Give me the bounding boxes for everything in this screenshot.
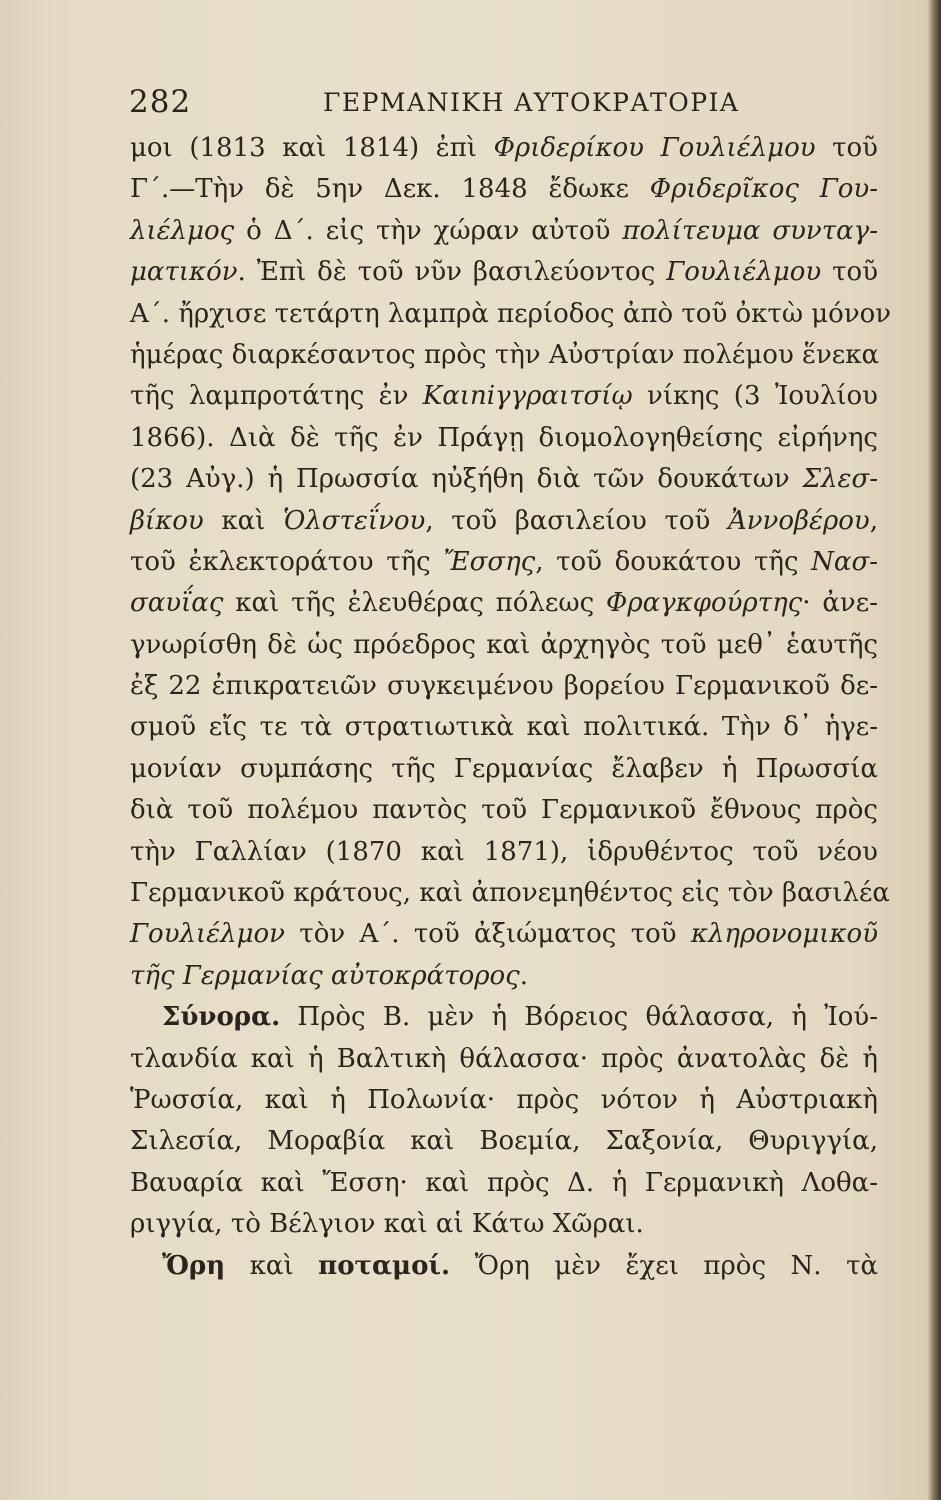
text-segment: Ὁλστεΐνου bbox=[282, 505, 426, 536]
text-line bbox=[130, 914, 878, 955]
text-segment: Σιλεσία, Μοραβία καὶ Βοεμία, Σαξονία, Θυριγγία, bbox=[130, 1126, 878, 1157]
text-segment: τὸν Α΄. τοῦ ἀξιώματος τοῦ bbox=[284, 919, 691, 950]
text-segment: Φριδερῖκος Γου- bbox=[649, 174, 878, 205]
text-line bbox=[130, 1121, 878, 1162]
text-line bbox=[130, 625, 878, 666]
text-segment: Ῥωσσία, καὶ ἡ Πολωνία· πρὸς νότον ἡ Αὐστριακὴ bbox=[130, 1084, 878, 1115]
text-line bbox=[130, 211, 878, 252]
text-segment: τοῦ bbox=[821, 257, 879, 288]
text-segment: ὁ Δ΄. εἰς τὴν χώραν αὐτοῦ bbox=[234, 215, 623, 246]
text-line bbox=[130, 1246, 878, 1287]
text-line bbox=[130, 749, 878, 790]
text-line bbox=[130, 832, 878, 873]
text-segment: Ἔσσης bbox=[443, 546, 536, 577]
text-segment: κληρονομικοῦ bbox=[690, 919, 878, 950]
text-segment: Α΄. ἤρχισε τετάρτη λαμπρὰ περίοδος ἀπὸ τοῦ ὀκτὼ μόνον bbox=[130, 298, 892, 329]
text-segment: (23 Αὐγ.) ἡ Πρωσσία ηὐξήθη διὰ τῶν δουκάτων bbox=[130, 464, 803, 495]
text-segment: Σλεσ- bbox=[802, 464, 878, 495]
text-segment: καὶ bbox=[225, 1250, 319, 1281]
text-segment: ριγγία, τὸ Βέλγιον καὶ αἱ Κάτω Χῶραι. bbox=[130, 1209, 644, 1240]
page-header bbox=[125, 84, 880, 124]
text-segment: σμοῦ εἴς τε τὰ στρατιωτικὰ καὶ πολιτικά. Τὴν δ᾽ ἡγε- bbox=[130, 712, 878, 743]
text-line bbox=[130, 707, 878, 748]
text-segment: ματικόν bbox=[130, 257, 238, 288]
text-segment: Ἀννοβέρου bbox=[727, 505, 870, 536]
text-segment: πολίτευμα συνταγ- bbox=[622, 215, 878, 246]
text-segment: Νασ- bbox=[811, 546, 878, 577]
text-line bbox=[130, 1163, 878, 1204]
text-segment: ἐξ 22 ἐπικρατειῶν συγκειμένου βορείου Γερμανικοῦ δε- bbox=[130, 671, 878, 702]
text-segment: , bbox=[869, 505, 878, 536]
text-line bbox=[130, 997, 878, 1038]
text-segment: τὴν Γαλλίαν (1870 καὶ 1871), ἱδρυθέντος τοῦ νέου bbox=[130, 836, 878, 867]
text-segment: μονίαν συμπάσης τῆς Γερμανίας ἔλαβεν ἡ Πρωσσία bbox=[130, 753, 878, 784]
text-segment: μοι (1813 καὶ 1814) ἐπὶ bbox=[130, 133, 494, 163]
text-segment: τοῦ bbox=[815, 133, 878, 163]
text-segment: Φραγκφούρτης bbox=[606, 588, 803, 619]
text-segment: τῆς Γερμανίας αὐτοκράτορος bbox=[130, 960, 520, 991]
text-segment: 1866). Διὰ δὲ τῆς ἐν Πράγῃ διομολογηθείσης εἰρήνης bbox=[130, 422, 878, 453]
text-line bbox=[130, 873, 890, 914]
text-line bbox=[130, 666, 878, 707]
text-line bbox=[130, 459, 878, 500]
text-segment: . bbox=[519, 960, 528, 991]
section-heading: Σύνορα. bbox=[162, 1002, 281, 1033]
text-segment: σαυΐας bbox=[130, 588, 224, 619]
text-line bbox=[130, 1204, 878, 1245]
text-segment: τῆς λαμπροτάτης ἐν bbox=[130, 381, 423, 412]
text-segment: Γερμανικοῦ κράτους, καὶ ἀπονεμηθέντος εἰς τὸν βασιλέα bbox=[130, 878, 890, 909]
text-segment: Βαυαρία καὶ Ἔσση· καὶ πρὸς Δ. ἡ Γερμανικὴ Λοθα- bbox=[130, 1167, 878, 1198]
text-line bbox=[130, 418, 878, 459]
text-line bbox=[130, 128, 878, 169]
text-line bbox=[130, 790, 878, 831]
text-segment: , τοῦ βασιλείου τοῦ bbox=[425, 505, 728, 536]
text-line bbox=[130, 501, 878, 542]
running-title: ΓΕΡΜΑΝΙΚΗ ΑΥΤΟΚΡΑΤΟΡΙΑ bbox=[323, 88, 740, 117]
text-line bbox=[130, 956, 878, 997]
text-line bbox=[130, 1039, 878, 1080]
text-segment: γνωρίσθη δὲ ὡς πρόεδρος καὶ ἀρχηγὸς τοῦ μεθ᾽ ἑαυτῆς bbox=[130, 629, 878, 660]
text-segment: · ἀνε- bbox=[802, 588, 878, 619]
text-line bbox=[130, 335, 878, 376]
page-number: 282 bbox=[129, 84, 192, 120]
text-segment: Γ΄.—Τὴν δὲ 5ην Δεκ. 1848 ἔδωκε bbox=[130, 174, 650, 205]
text-segment: Πρὸς Β. μὲν ἡ Βόρειος θάλασσα, ἡ Ἰού- bbox=[280, 1002, 878, 1033]
text-segment: Γουλιέλμου bbox=[666, 257, 822, 288]
text-segment: , τοῦ δουκάτου τῆς bbox=[535, 546, 812, 577]
text-segment: τοῦ ἐκλεκτοράτου τῆς bbox=[130, 546, 444, 577]
body-text bbox=[130, 128, 892, 1287]
text-segment: . Ἐπὶ δὲ τοῦ νῦν βασιλεύοντος bbox=[237, 257, 667, 288]
text-segment: καὶ τῆς ἐλευθέρας πόλεως bbox=[223, 588, 607, 619]
text-segment: διὰ τοῦ πολέμου παντὸς τοῦ Γερμανικοῦ ἔθνους πρὸς bbox=[130, 795, 878, 826]
text-line bbox=[130, 583, 878, 624]
text-line bbox=[130, 542, 878, 583]
page-edge bbox=[927, 0, 941, 1500]
text-line bbox=[130, 169, 878, 210]
text-segment: ἡμέρας διαρκέσαντος πρὸς τὴν Αὐστρίαν πολέμου ἕνεκα bbox=[130, 339, 880, 370]
section-heading: Ὄρη bbox=[162, 1250, 226, 1281]
text-segment: βίκου bbox=[130, 505, 204, 536]
text-segment: Γουλιέλμον bbox=[130, 919, 285, 950]
text-line bbox=[130, 376, 878, 417]
section-heading: ποταμοί. bbox=[318, 1250, 451, 1281]
text-segment: Ὄρη μὲν ἔχει πρὸς Ν. τὰ bbox=[450, 1250, 879, 1281]
text-segment: Φριδερίκου Γουλιέλμου bbox=[493, 133, 816, 163]
text-segment: τλανδία καὶ ἡ Βαλτικὴ θάλασσα· πρὸς ἀνατολὰς δὲ ἡ bbox=[130, 1043, 878, 1074]
text-line bbox=[130, 294, 892, 335]
text-line bbox=[130, 1080, 878, 1121]
text-line bbox=[130, 252, 878, 293]
text-segment: λιέλμος bbox=[130, 215, 235, 246]
text-segment: καὶ bbox=[203, 505, 283, 536]
text-segment: Καιniγγραιτσίῳ bbox=[422, 381, 633, 412]
text-segment: νίκης (3 Ἰουλίου bbox=[632, 381, 878, 412]
